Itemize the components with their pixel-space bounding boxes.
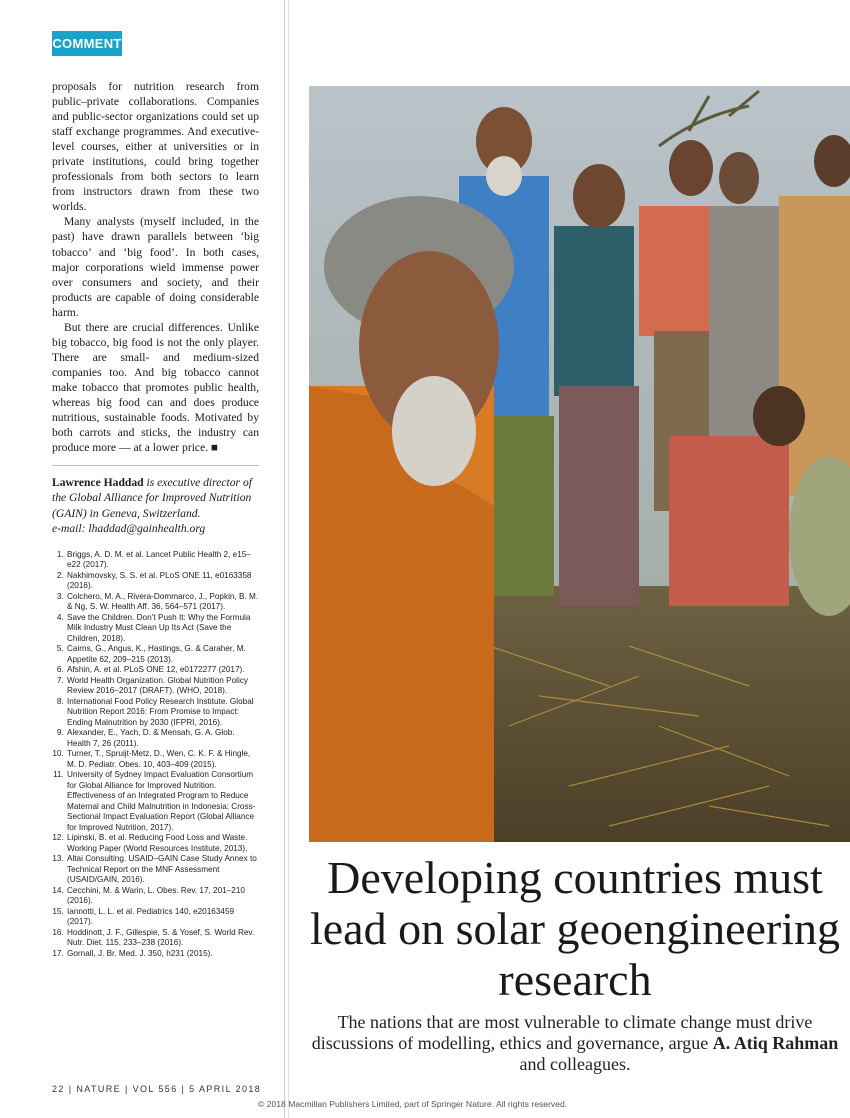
- reference-list: [52, 550, 259, 960]
- article-dek: [305, 1012, 845, 1075]
- author-name: Lawrence Haddad: [52, 476, 144, 490]
- dek-end: and colleagues.: [519, 1054, 631, 1074]
- reference-item: 1. Briggs, A. D. M. et al. Lancet Public Health 2, e15–e22 (2017).: [66, 550, 259, 571]
- author-bio: [52, 475, 259, 536]
- body-paragraph: Many analysts (myself included, in the past) have drawn parallels between ‘big tobacco’ and ‘big food’. In both cases, major corporations wield immense power over consumers and society, and their products are capable of doing considerable harm.: [52, 215, 259, 319]
- article-headline: Developing countries must lead on solar geoengineering research: [309, 852, 841, 1005]
- left-column: [52, 79, 259, 959]
- reference-item: 14. Cecchini, M. & Warin, L. Obes. Rev. 17, 201–210 (2016).: [66, 886, 259, 907]
- reference-item: 17. Gornall, J. Br. Med. J. 350, h231 (2015).: [66, 949, 259, 960]
- article-photo: [309, 86, 850, 842]
- body-paragraph: But there are crucial differences. Unlike big tobacco, big food is not the only player. There are small- and medium-sized companies too. And big tobacco cannot make tobacco that promotes public health, whereas big food can and does produce nutritious, sustainable foods. Motivated by both carrots and sticks, the industry can produce more — at a lower price. ■: [52, 320, 259, 455]
- author-divider: [52, 465, 259, 466]
- reference-item: 15. Iannotti, L. L. et al. Pediatrics 140, e20163459 (2017).: [66, 907, 259, 928]
- reference-item: 12. Lipinski, B. et al. Reducing Food Loss and Waste. Working Paper (World Resources Institute, 2013).: [66, 833, 259, 854]
- author-description: is executive director of the Global Alliance for Improved Nutrition (GAIN) in Geneva, Switzerland.: [52, 476, 252, 520]
- reference-item: 8. International Food Policy Research Institute. Global Nutrition Report 2016: From Promise to Impact: Ending Malnutrition by 2030 (IFPRI, 2016).: [66, 697, 259, 729]
- reference-item: 6. Afshin, A. et al. PLoS ONE 12, e0172277 (2017).: [66, 665, 259, 676]
- dek-author: A. Atiq Rahman: [712, 1033, 839, 1053]
- dek-text: The nations that are most vulnerable to climate change must drive discussions of modelling, ethics and governance, argue: [311, 1012, 813, 1053]
- reference-item: 9. Alexander, E., Yach, D. & Mensah, G. A. Glob. Health 7, 26 (2011).: [66, 728, 259, 749]
- section-tag: COMMENT: [52, 31, 122, 56]
- reference-item: 10. Turner, T., Spruijt-Metz, D., Wen, C. K. F. & Hingle, M. D. Pediatr. Obes. 10, 403–409 (2015).: [66, 749, 259, 770]
- author-email[interactable]: e-mail: lhaddad@gainhealth.org: [52, 521, 206, 535]
- reference-item: 16. Hoddinott, J. F., Gillespie, S. & Yosef, S. World Rev. Nutr. Diet. 115, 233–238 (2016).: [66, 928, 259, 949]
- column-divider-secondary: [288, 0, 289, 1118]
- column-divider: [284, 0, 285, 1118]
- reference-item: 3. Colchero, M. A., Rivera-Dommarco, J., Popkin, B. M. & Ng, S. W. Health Aff. 36, 564–571 (2017).: [66, 592, 259, 613]
- copyright-notice: © 2018 Macmillan Publishers Limited, part of Springer Nature. All rights reserved.: [258, 1099, 568, 1109]
- page-folio: 22 | NATURE | VOL 556 | 5 APRIL 2018: [52, 1084, 262, 1094]
- body-paragraph: proposals for nutrition research from public–private collaborations. Companies and public-sector organizations could set up staff exchange programmes. And executive-level courses, either at universities or in private institutions, could bring together professionals from both sectors to learn from instructors drawn from these two worlds.: [52, 80, 259, 214]
- reference-item: 2. Nakhimovsky, S. S. et al. PLoS ONE 11, e0163358 (2016).: [66, 571, 259, 592]
- reference-item: 4. Save the Children. Don’t Push It: Why the Formula Milk Industry Must Clean Up Its Act (Save the Children, 2018).: [66, 613, 259, 645]
- reference-item: 11. University of Sydney Impact Evaluation Consortium for Global Alliance for Improved Nutrition. Effectiveness of an Integrated Program to Reduce Maternal and Child Malnutrition in Indonesia: Cross-Sectional Impact Evaluation Report (Global Alliance for Improved Nutrition, 2017).: [66, 770, 259, 833]
- reference-item: 5. Cairns, G., Angus, K., Hastings, G. & Caraher, M. Appetite 62, 209–215 (2013).: [66, 644, 259, 665]
- reference-item: 7. World Health Organization. Global Nutrition Policy Review 2016–2017 (DRAFT). (WHO, 2018).: [66, 676, 259, 697]
- reference-item: 13. Altai Consulting. USAID–GAIN Case Study Annex to Technical Report on the MNF Assessment (USAID/GAIN, 2016).: [66, 854, 259, 886]
